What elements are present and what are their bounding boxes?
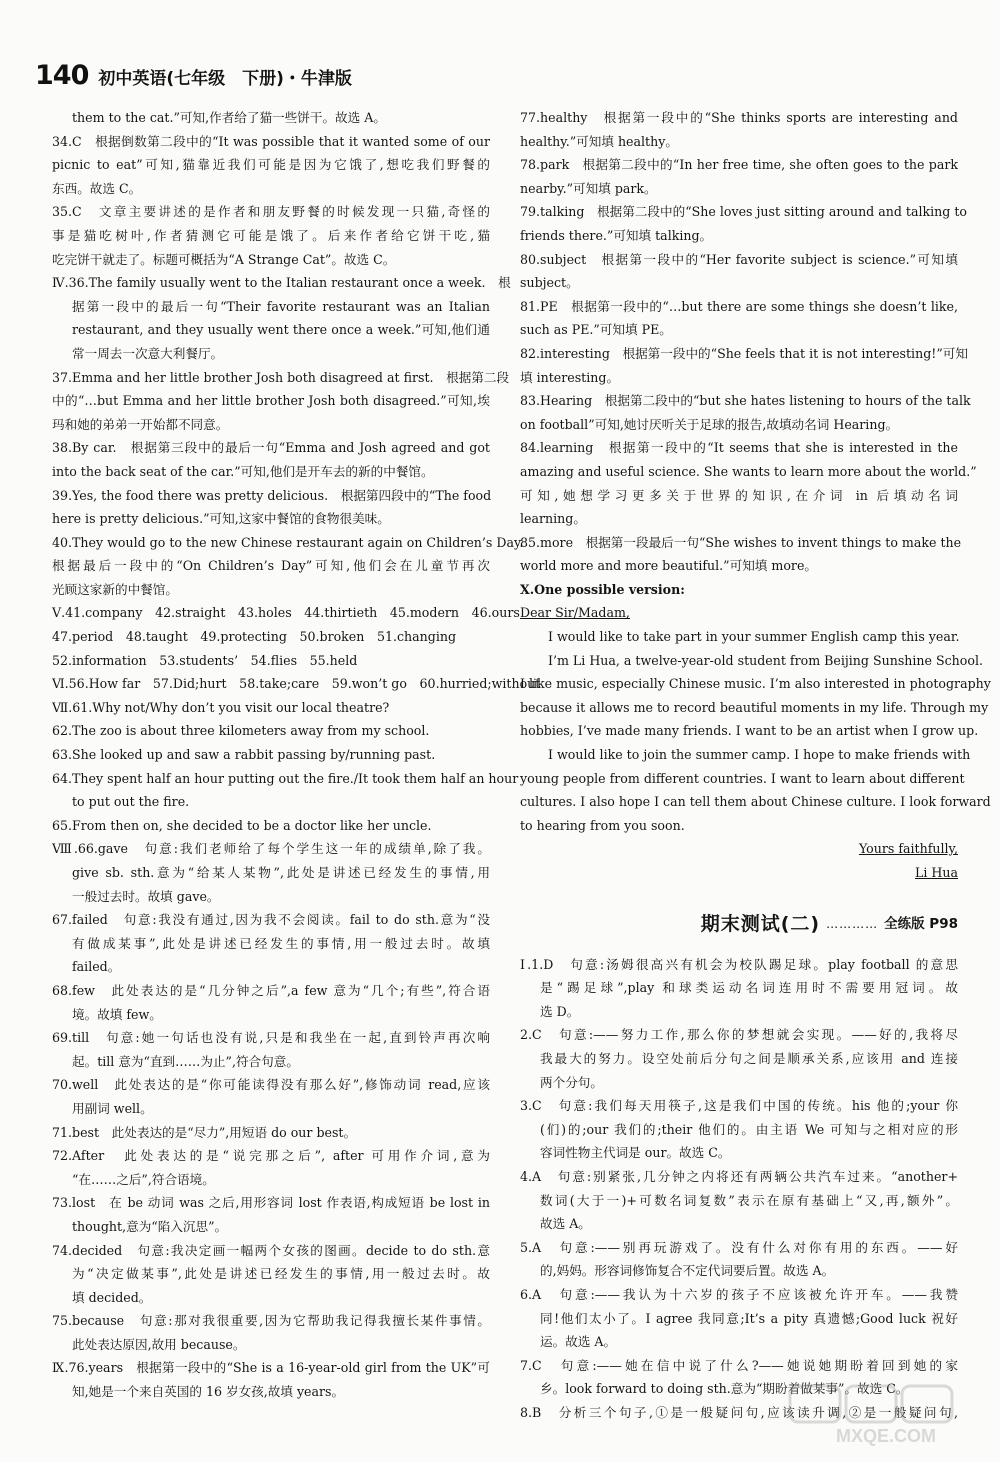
answer-line: 83.Hearing 根据第二段中的“but she hates listening to hours of the talk xyxy=(520,393,971,409)
answer-line: amazing and useful science. She wants to learn more about the world.” xyxy=(520,463,977,479)
answer-line: 7.C 句意:——她在信中说了什么?——她说她期盼着回到她的家 xyxy=(520,1357,958,1373)
answer-line: picnic to eat”可知,猫靠近我们可能是因为它饿了,想吃我们野餐的 xyxy=(52,157,490,173)
answer-line: 填 interesting。 xyxy=(520,369,620,385)
answer-line: 知,她是一个来自英国的 16 岁女孩,故填 years。 xyxy=(72,1384,345,1400)
answer-line: subject。 xyxy=(520,275,579,291)
answer-line: 选 D。 xyxy=(540,1003,580,1019)
answer-line: Ⅸ.76.years 根据第一段中的“She is a 16-year-old girl from the UK”可 xyxy=(52,1360,490,1376)
answer-line: 6.A 句意:——我认为十六岁的孩子不应该被允许开车。——我赞 xyxy=(520,1286,958,1302)
answer-line: 我最大的努力。设空处前后分句之间是顺承关系,应该用 and 连接 xyxy=(540,1050,958,1066)
answer-line: nearby.”可知填 park。 xyxy=(520,180,657,196)
essay-line: I would like to join the summer camp. I hope to make friends with xyxy=(548,747,971,763)
answer-line: 78.park 根据第二段中的“In her free time, she often goes to the park xyxy=(520,157,958,173)
answer-line: 39.Yes, the food there was pretty delicious. 根据第四段中的“The food xyxy=(52,487,492,503)
answer-line: 70.well 此处表达的是“你可能读得没有那么好”,修饰动词 read,应该 xyxy=(52,1077,490,1093)
answer-line: 37.Emma and her little brother Josh both disagreed at first. 根据第二段 xyxy=(52,369,510,385)
answer-line: 40.They would go to the new Chinese restaurant again on Children’s Day. xyxy=(52,534,524,550)
answer-line: 69.till 句意:她一句话也没有说,只是和我坐在一起,直到铃声再次响 xyxy=(52,1030,490,1046)
answer-line: world more and more beautiful.”可知填 more。 xyxy=(520,558,817,574)
answer-line: Ⅵ.56.How far 57.Did;hurt 58.take;care 59.won’t go 60.hurried;without xyxy=(52,676,541,692)
answer-line: 乡。look forward to doing sth.意为“期盼着做某事”。故选 C。 xyxy=(540,1381,909,1397)
answer-line: healthy.”可知填 healthy。 xyxy=(520,133,678,149)
answer-line: 85.more 根据第一段最后一句“She wishes to invent things to make the xyxy=(520,534,962,550)
answer-line: 74.decided 句意:我决定画一幅两个女孩的图画。decide to do sth.意 xyxy=(52,1242,490,1258)
essay-salutation: Dear Sir/Madam, xyxy=(520,605,630,621)
answer-line: into the back seat of the car.”可知,他们是开车去的新的中餐馆。 xyxy=(52,463,434,479)
answer-line: 65.From then on, she decided to be a doctor like her uncle. xyxy=(52,817,432,833)
answer-line: 运。故选 A。 xyxy=(540,1334,617,1350)
answer-line: 的,妈妈。形容词修饰复合不定代词要后置。故选 A。 xyxy=(540,1263,835,1279)
essay-closing: Yours faithfully, xyxy=(858,841,958,857)
answer-line: Ⅶ.61.Why not/Why don’t you visit our local theatre? xyxy=(52,699,390,715)
answer-line: 2.C 句意:——努力工作,那么你的梦想就会实现。——好的,我将尽 xyxy=(520,1027,958,1043)
answer-line: 两个分句。 xyxy=(540,1074,603,1090)
answers-77-85 xyxy=(520,106,977,578)
answer-line: 中的“…but Emma and her little brother Josh both disagreed.”可知,埃 xyxy=(52,393,490,409)
answer-line: 此处表达原因,故用 because。 xyxy=(72,1336,246,1352)
answer-line: (们)的;our 我们的;their 他们的。由主语 We 可知与之相对应的形 xyxy=(540,1121,958,1137)
essay-line: I like music, especially Chinese music. I’m also interested in photography xyxy=(520,676,991,692)
answer-line: 71.best 此处表达的是“尽力”,用短语 do our best。 xyxy=(52,1124,357,1140)
answer-line: 据第一段中的最后一句“Their favorite restaurant was an Italian xyxy=(72,298,490,314)
answer-line: 38.By car. 根据第三段中的最后一句“Emma and Josh agreed and got xyxy=(52,440,490,456)
answer-line: 3.C 句意:我们每天用筷子,这是我们中国的传统。his 他的;your 你 xyxy=(520,1098,958,1114)
answer-line: Ⅰ.1.D 句意:汤姆很高兴有机会为校队踢足球。play football 的意思 xyxy=(520,956,958,972)
answer-line: 81.PE 根据第一段中的“…but there are some things she doesn’t like, xyxy=(520,298,958,314)
answer-line: 根据最后一段中的“On Children’s Day”可知,他们会在儿童节再次 xyxy=(52,558,490,574)
answer-line: 64.They spent half an hour putting out the fire./It took them half an hour xyxy=(52,770,519,786)
essay-line: to hearing from you soon. xyxy=(520,817,685,833)
essay-body xyxy=(520,625,991,837)
answer-line: 东西。故选 C。 xyxy=(52,180,142,196)
answer-line: 境。故填 few。 xyxy=(72,1006,162,1022)
essay-line: cultures. I also hope I can tell them about Chinese culture. I look forward xyxy=(520,794,991,810)
essay-line: hobbies, I’ve made many friends. I want to be an artist when I grow up. xyxy=(520,723,979,739)
answer-line: Ⅴ.41.company 42.straight 43.holes 44.thirtieth 45.modern 46.ours xyxy=(52,605,520,621)
essay-line: I’m Li Hua, a twelve-year-old student from Beijing Sunshine School. xyxy=(548,652,983,668)
section-heading xyxy=(520,903,958,947)
answer-line: Ⅳ.36.The family usually went to the Italian restaurant once a week. 根 xyxy=(52,275,511,291)
answer-line: thought,意为“陷入沉思”。 xyxy=(72,1218,228,1234)
answer-line: 用副词 well。 xyxy=(72,1100,153,1116)
answer-line: 为“决定做某事”,此处是讲述已经发生的事情,用一般过去时。故 xyxy=(72,1266,490,1282)
left-column xyxy=(52,106,541,1404)
answer-line: on football”可知,她讨厌听关于足球的报告,故填动名词 Hearing。 xyxy=(520,416,899,432)
answer-line: 68.few 此处表达的是“几分钟之后”,a few 意为“几个;有些”,符合语 xyxy=(52,982,490,998)
answer-line: 77.healthy 根据第一段中的“She thinks sports are interesting and xyxy=(520,110,958,125)
answer-line: 故选 A。 xyxy=(540,1216,591,1232)
answer-line: 有做成某事”,此处是讲述已经发生的事情,用一般过去时。故填 xyxy=(72,935,490,951)
answer-line: 34.C 根据倒数第二段中的“It was possible that it wanted some of our xyxy=(52,133,490,149)
answer-line: 80.subject 根据第一段中的“Her favorite subject is science.”可知填 xyxy=(520,251,958,267)
section-dots: ………… xyxy=(826,916,879,931)
answer-line: 4.A 句意:别紧张,几分钟之内将还有两辆公共汽车过来。“another+ xyxy=(520,1168,958,1184)
answer-line: 吃完饼干就走了。标题可概括为“A Strange Cat”。故选 C。 xyxy=(52,251,396,267)
answer-line: 5.A 句意:——别再玩游戏了。没有什么对你有用的东西。——好 xyxy=(520,1239,958,1255)
answer-line: 47.period 48.taught 49.protecting 50.broken 51.changing xyxy=(52,629,457,645)
answer-line: 一般过去时。故填 gave。 xyxy=(72,888,220,904)
answer-line: give sb. sth.意为“给某人某物”,此处是讲述已经发生的事情,用 xyxy=(72,865,490,880)
essay-line: I would like to take part in your summer English camp this year. xyxy=(548,629,960,645)
answer-line: 容词性物主代词是 our。故选 C。 xyxy=(540,1145,731,1161)
answer-line: 事是猫吃树叶,作者猜测它可能是饿了。后来作者给它饼干吃,猫 xyxy=(52,227,490,243)
section-title: 期末测试(二) xyxy=(700,912,821,935)
answer-line: 填 decided。 xyxy=(72,1289,152,1305)
final-test-answers xyxy=(520,953,958,1425)
answer-line: them to the cat.”可知,作者给了猫一些饼干。故选 A。 xyxy=(72,110,386,125)
answer-line: failed。 xyxy=(72,959,121,975)
answer-line: 同!他们太小了。I agree 我同意;It’s a pity 真遗憾;Good luck 祝好 xyxy=(540,1310,958,1326)
answer-line: 可知,她想学习更多关于世界的知识,在介词 in 后填动名词 xyxy=(520,487,958,503)
answer-line: 玛和她的弟弟一开始都不同意。 xyxy=(52,416,229,432)
book-title: 初中英语(七年级 下册)・牛津版 xyxy=(98,69,352,89)
answer-line: 52.information 53.students’ 54.flies 55.held xyxy=(52,652,358,668)
essay-line: young people from different countries. I want to learn about different xyxy=(520,770,965,786)
essay-signature: Li Hua xyxy=(915,865,958,880)
answer-line: 是“踢足球”,play 和球类运动名词连用时不需要用冠词。故 xyxy=(540,980,958,996)
answer-line: learning。 xyxy=(520,511,586,527)
answer-line: 79.talking 根据第二段中的“She loves just sitting around and talking to xyxy=(520,204,967,220)
answer-line: 光顾这家新的中餐馆。 xyxy=(52,581,178,597)
page-number: 140 xyxy=(35,60,89,91)
section-page-ref: 全练版 P98 xyxy=(884,915,958,932)
answer-line: to put out the fire. xyxy=(72,794,190,810)
answer-line: here is pretty delicious.”可知,这家中餐馆的食物很美味。 xyxy=(52,511,390,527)
answer-line: 8.B 分析三个句子,①是一般疑问句,应该读升调,②是一般疑问句, xyxy=(520,1404,958,1420)
answer-line: 62.The zoo is about three kilometers away from my school. xyxy=(52,723,430,739)
watermark-logo xyxy=(786,1380,986,1450)
answer-line: 常一周去一次意大利餐厅。 xyxy=(72,345,224,361)
essay-label: Ⅹ.One possible version: xyxy=(520,581,685,597)
answer-line: restaurant, and they usually went there once a week.”可知,他们通 xyxy=(72,322,490,338)
answer-line: 35.C 文章主要讲述的是作者和朋友野餐的时候发现一只猫,奇怪的 xyxy=(52,204,490,220)
answer-line: 73.lost 在 be 动词 was 之后,用形容词 lost 作表语,构成短语 be lost in xyxy=(52,1195,490,1211)
answer-line: 72.After 此处表达的是“说完那之后”, after 可用作介词,意为 xyxy=(52,1148,490,1164)
answer-line: such as PE.”可知填 PE。 xyxy=(520,322,672,338)
right-column xyxy=(520,106,991,1424)
answer-line: 84.learning 根据第一段中的“It seems that she is interested in the xyxy=(520,440,958,456)
answer-line: 起。till 意为“直到……为止”,符合句意。 xyxy=(72,1053,299,1069)
answer-line: Ⅷ.66.gave 句意:我们老师给了每个学生这一年的成绩单,除了我。 xyxy=(52,841,490,857)
essay-line: because it allows me to record beautiful moments in my life. Through my xyxy=(520,699,989,715)
answer-line: 75.because 句意:那对我很重要,因为它帮助我记得我擅长某件事情。 xyxy=(52,1313,490,1329)
answer-line: 82.interesting 根据第一段中的“She feels that it is not interesting!”可知 xyxy=(520,345,968,361)
answer-line: friends there.”可知填 talking。 xyxy=(520,227,713,243)
watermark-text: MXQE.COM xyxy=(835,1426,937,1446)
answer-line: 63.She looked up and saw a rabbit passing by/running past. xyxy=(52,747,436,763)
page-header xyxy=(35,60,352,91)
answer-line: “在……之后”,符合语境。 xyxy=(72,1171,215,1187)
answer-line: 67.failed 句意:我没有通过,因为我不会阅读。fail to do sth.意为“没 xyxy=(52,912,490,928)
answer-line: 数词(大于一)+可数名词复数”表示在原有基础上“又,再,额外”。 xyxy=(540,1192,958,1208)
